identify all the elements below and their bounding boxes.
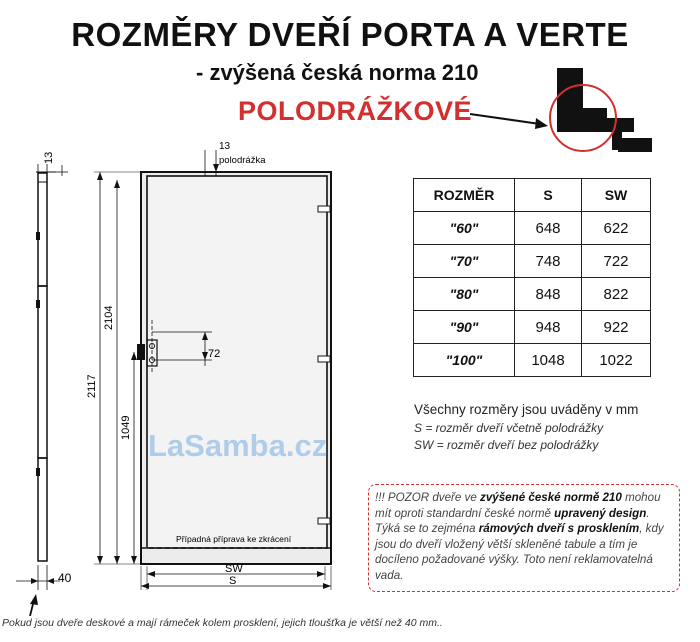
vertical-dimension-lines	[94, 172, 141, 564]
table-cell: "100"	[414, 344, 515, 377]
table-row	[414, 278, 651, 311]
table-cell: 922	[582, 311, 651, 344]
dimensions-table	[413, 178, 651, 377]
shorten-label: Případná příprava ke zkrácení	[176, 534, 292, 544]
table-header: S	[515, 179, 582, 212]
table-row	[414, 311, 651, 344]
rebate-label: polodrážka	[219, 155, 266, 166]
table-cell: 948	[515, 311, 582, 344]
table-header: ROZMĚR	[414, 179, 515, 212]
table-cell: "80"	[414, 278, 515, 311]
table-cell: 848	[515, 278, 582, 311]
pointer-arrow	[470, 114, 548, 129]
table-cell: "60"	[414, 212, 515, 245]
rebate-type-heading: POLODRÁŽKOVÉ	[238, 96, 473, 126]
dim-72: 72	[208, 348, 221, 360]
page-title: ROZMĚRY DVEŘÍ PORTA A VERTE	[71, 16, 629, 53]
dim-40: 40	[58, 571, 72, 585]
warning-text: mohou mít oproti standardní české normě	[375, 491, 661, 520]
page-subtitle: - zvýšená česká norma 210	[196, 60, 479, 85]
dim-sw: SW	[225, 563, 243, 575]
table-row	[414, 344, 651, 377]
sw-definition: SW = rozměr dveří bez polodrážky	[414, 438, 599, 452]
warning-bold-text: upravený design	[554, 506, 647, 520]
table-cell: 622	[582, 212, 651, 245]
dim-13-top: 13	[219, 141, 231, 152]
table-header: SW	[582, 179, 651, 212]
table-cell: 822	[582, 278, 651, 311]
watermark-logo	[148, 428, 327, 463]
watermark-text: LaSamba.cz	[148, 428, 328, 463]
door-front-view	[137, 150, 331, 564]
dim-1049: 1049	[120, 415, 132, 440]
dim-13-side: 13	[43, 151, 55, 164]
door-side-profile	[36, 164, 68, 561]
table-cell: "90"	[414, 311, 515, 344]
s-definition: S = rozměr dveří včetně polodrážky	[414, 421, 604, 435]
warning-text: !!! POZOR dveře ve	[375, 491, 481, 504]
table-row	[414, 212, 651, 245]
rebate-profile-icon	[550, 68, 652, 152]
warning-box	[368, 484, 680, 592]
dim-2117: 2117	[86, 374, 98, 398]
footnote: Pokud jsou dveře deskové a mají rámeček kolem prosklení, jejich tloušťka je větší než 40 mm..	[2, 617, 443, 629]
table-row	[414, 245, 651, 278]
footnote-arrow	[30, 594, 38, 616]
table-cell: 1048	[515, 344, 582, 377]
units-note: Všechny rozměry jsou uváděny v mm	[414, 402, 639, 417]
dim-2104: 2104	[103, 305, 115, 330]
warning-text: . Týká se to zejména	[375, 506, 650, 535]
table-cell: 748	[515, 245, 582, 278]
warning-bold-text: zvýšené české normě 210	[480, 491, 622, 504]
table-cell: "70"	[414, 245, 515, 278]
table-header-row	[414, 179, 651, 212]
table-cell: 648	[515, 212, 582, 245]
warning-text: , kdy jsou do dveří vložený větší skleněné tabule a tím je docíleno požadované výšky. Toto není reklamovatelná vada.	[375, 522, 664, 582]
warning-bold-text: rámových dveří s prosklením	[478, 522, 640, 535]
dim-40-lines	[16, 565, 60, 590]
table-cell: 1022	[582, 344, 651, 377]
table-cell: 722	[582, 245, 651, 278]
dim-s: S	[229, 575, 237, 587]
